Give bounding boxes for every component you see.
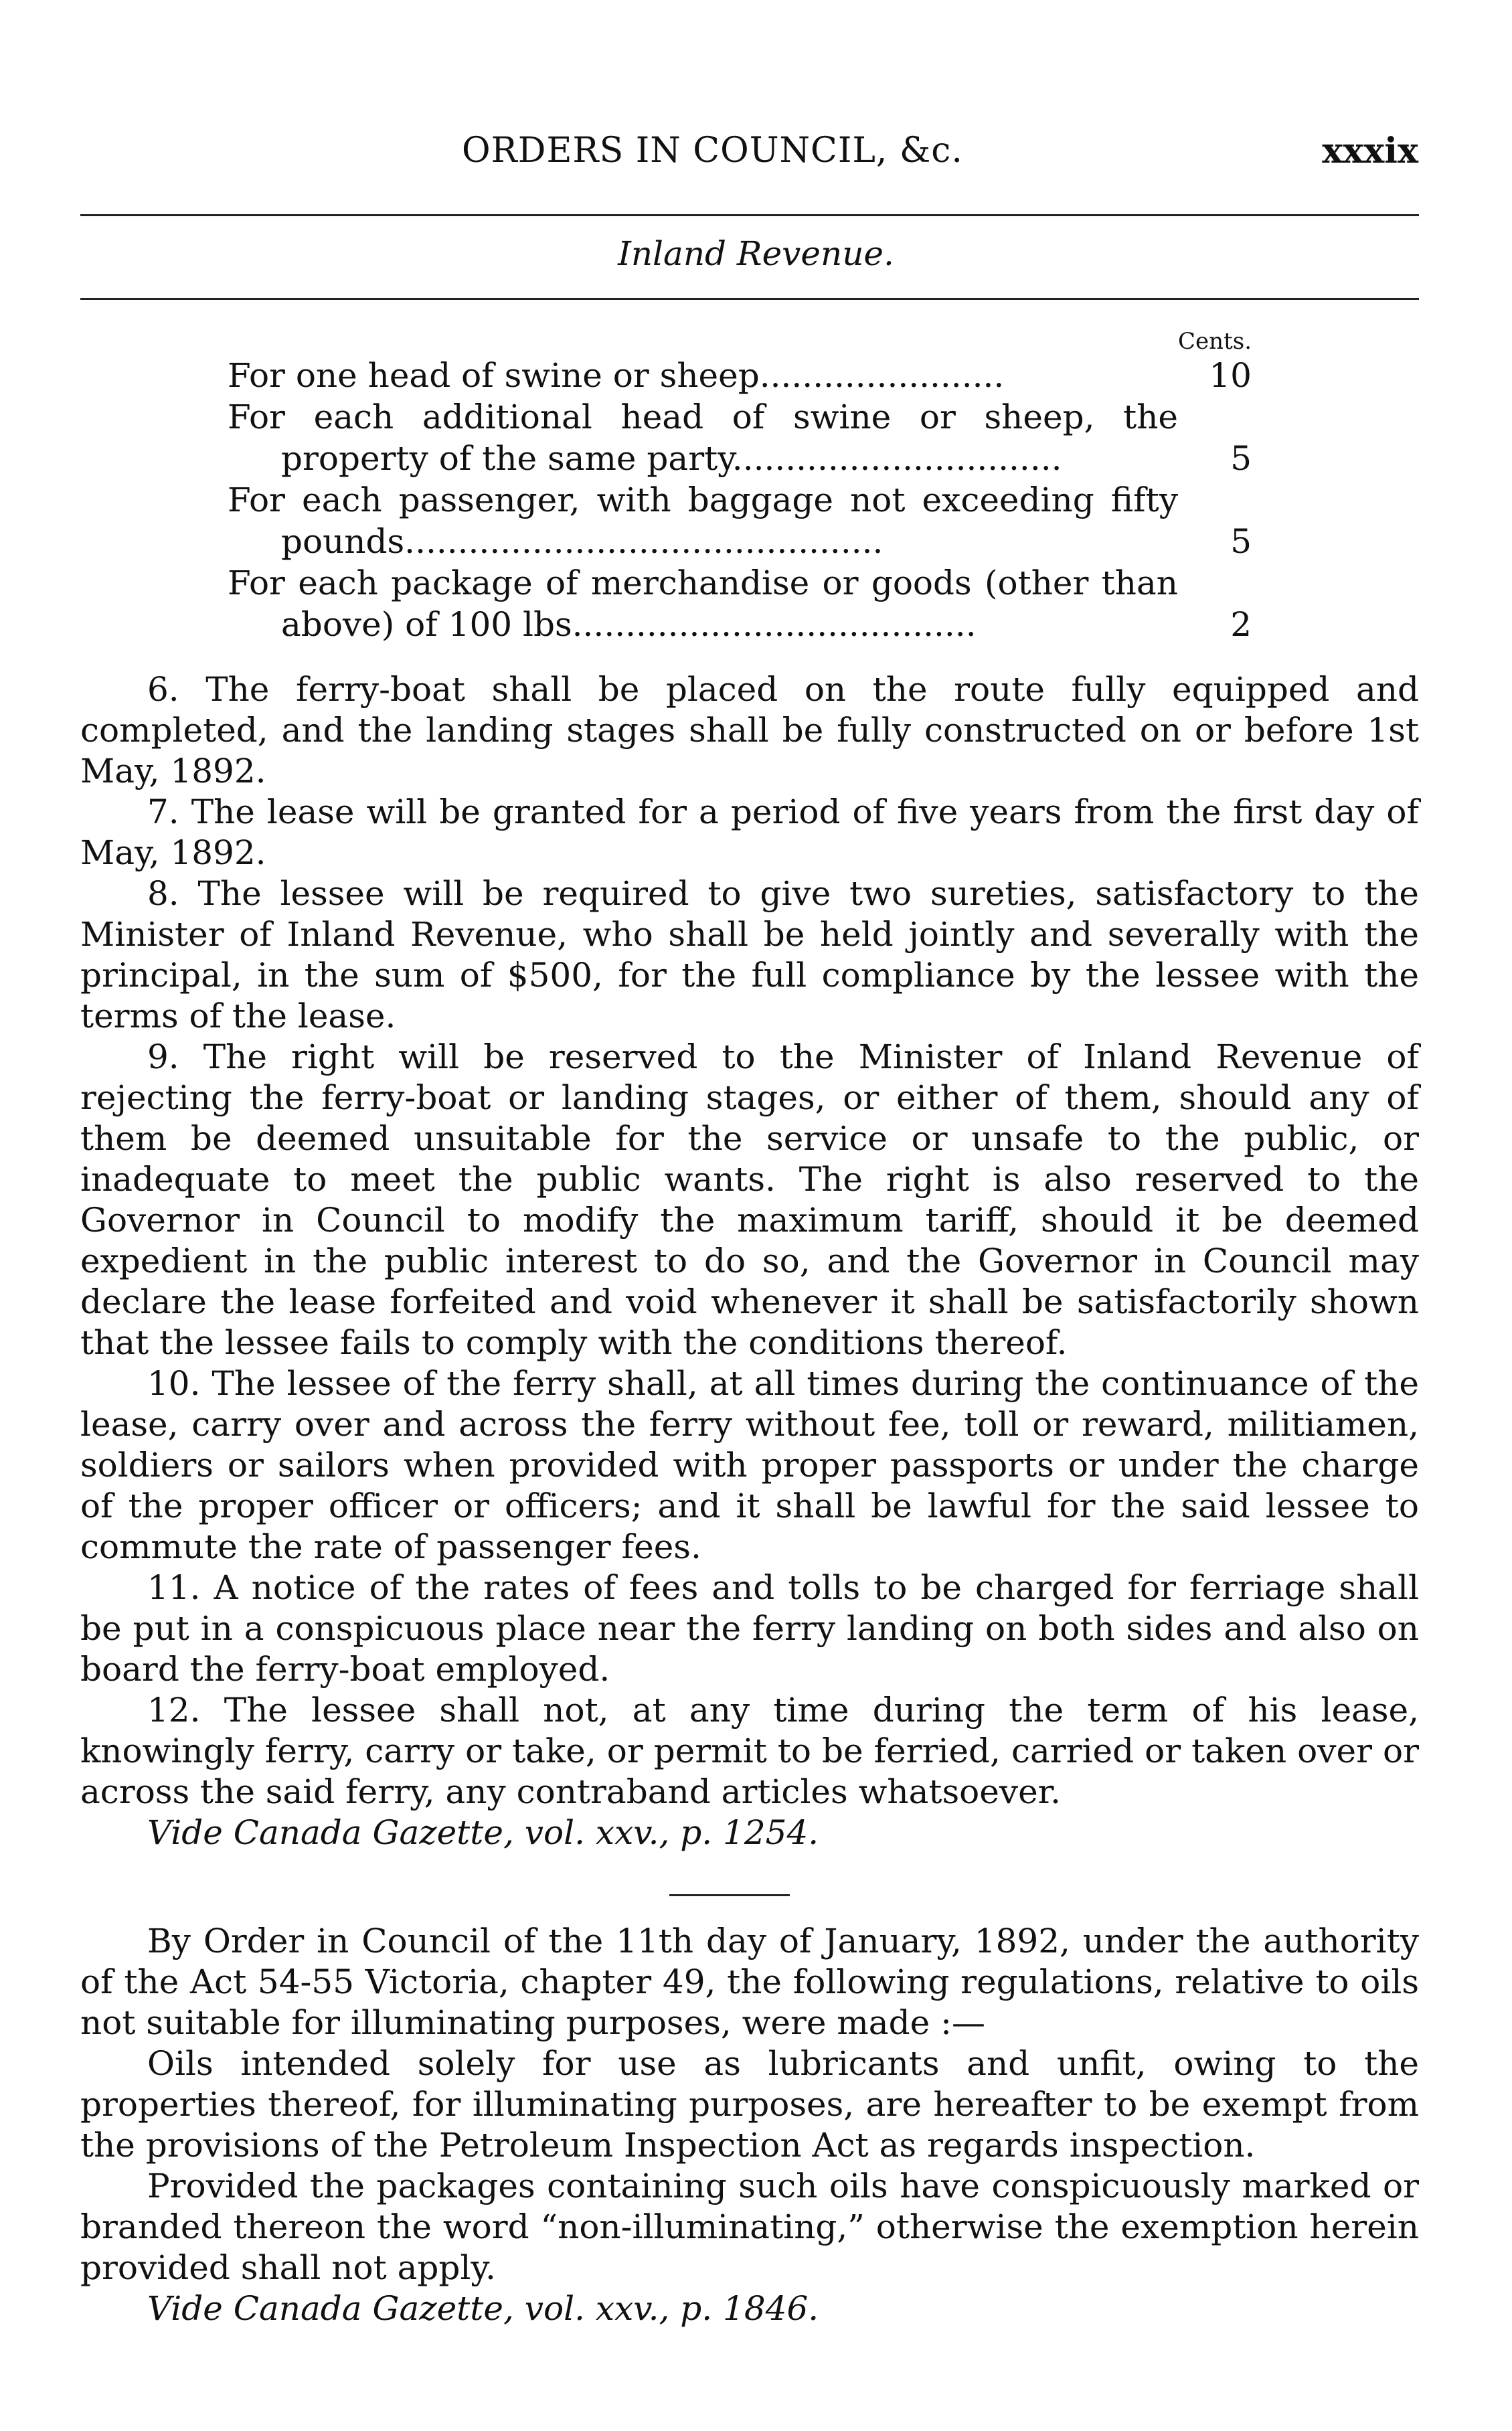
running-title: ORDERS IN COUNCIL, &c.: [462, 131, 963, 171]
header-rule-top: [80, 214, 1419, 216]
paragraph-8: 8. The lessee will be required to give two sureties, satisfactory to the Minister of Inland Revenue, who shall be held jointly and severally with the principal, in the sum of $500, for the full compliance by the lessee with the terms of the lease.: [80, 874, 1419, 1035]
running-head: [0, 131, 1512, 177]
paragraph-6: 6. The ferry-boat shall be placed on the route fully equipped and completed, and the landing stages shall be fully constructed on or before 1st May, 1892.: [80, 670, 1419, 790]
page-number: xxxix: [1322, 131, 1418, 171]
tariff-row-amount: 5: [1230, 439, 1252, 478]
tariff-row: [228, 479, 1258, 562]
tariff-row-amount: 5: [1230, 522, 1252, 561]
tariff-row-description: For one head of swine or sheep.......................: [228, 356, 1005, 395]
paragraph-11: 11. A notice of the rates of fees and tolls to be charged for ferriage shall be put in a conspicuous place near the ferry landing on both sides and also on board the ferry-boat employed.: [80, 1568, 1419, 1689]
gazette-citation-2: [80, 2288, 1419, 2329]
oils-order-section: [80, 1921, 1419, 2329]
tariff-row-description: For each additional head of swine or sheep, the property of the same party...............................: [228, 398, 1178, 478]
gazette-citation-1-text: Vide Canada Gazette, vol. xxv., p. 1254.: [147, 1813, 819, 1852]
tariff-table: [228, 328, 1258, 645]
tariff-row: [228, 562, 1258, 645]
tariff-row-amount: 10: [1209, 356, 1252, 395]
order-intro: By Order in Council of the 11th day of January, 1892, under the authority of the Act 54-55 Victoria, chapter 49, the following regulations, relative to oils not suitable for illuminating purposes, were made :—: [80, 1922, 1419, 2042]
paragraph-12: 12. The lessee shall not, at any time during the term of his lease, knowingly ferry, carry or take, or permit to be ferried, carried or taken over or across the said ferry, any contraband articles whatsoever.: [80, 1691, 1419, 1811]
tariff-row: [228, 396, 1258, 479]
tariff-row-amount: 2: [1230, 605, 1252, 644]
section-divider: [669, 1894, 790, 1896]
oils-proviso: Provided the packages containing such oils have conspicuously marked or branded thereon the word “non-illuminating,” otherwise the exemption herein provided shall not apply.: [80, 2167, 1419, 2287]
oils-exemption: Oils intended solely for use as lubricants and unfit, owing to the properties thereof, for illuminating purposes, are hereafter to be exempt from the provisions of the Petroleum Inspection Act as regards inspection.: [80, 2044, 1419, 2165]
tariff-row-description: For each package of merchandise or goods (other than above) of 100 lbs......................................: [228, 564, 1178, 644]
tariff-row: [228, 355, 1258, 396]
conditions-section: [80, 669, 1419, 1853]
tariff-row-description: For each passenger, with baggage not exceeding fifty pounds.............................................: [228, 481, 1178, 561]
header-rule-bottom: [80, 298, 1419, 300]
gazette-citation-1: [80, 1813, 1419, 1853]
paragraph-9: 9. The right will be reserved to the Minister of Inland Revenue of rejecting the ferry-boat or landing stages, or either of them, should any of them be deemed unsuitable for the service or unsafe to the public, or inadequate to meet the public wants. The right is also reserved to the Governor in Council to modify the maximum tariff, should it be deemed expedient in the public interest to do so, and the Governor in Council may declare the lease forfeited and void whenever it shall be satisfactorily shown that the lessee fails to comply with the conditions thereof.: [80, 1037, 1419, 1362]
paragraph-7: 7. The lease will be granted for a period of five years from the first day of May, 1892.: [80, 792, 1419, 872]
section-heading: Inland Revenue.: [618, 234, 894, 273]
gazette-citation-2-text: Vide Canada Gazette, vol. xxv., p. 1846.: [147, 2289, 819, 2328]
paragraph-10: 10. The lessee of the ferry shall, at all times during the continuance of the lease, carry over and across the ferry without fee, toll or reward, militiamen, soldiers or sailors when provided with proper passports or under the charge of the proper officer or officers; and it shall be lawful for the said lessee to commute the rate of passenger fees.: [80, 1364, 1419, 1566]
tariff-unit-label: Cents.: [1178, 328, 1252, 355]
